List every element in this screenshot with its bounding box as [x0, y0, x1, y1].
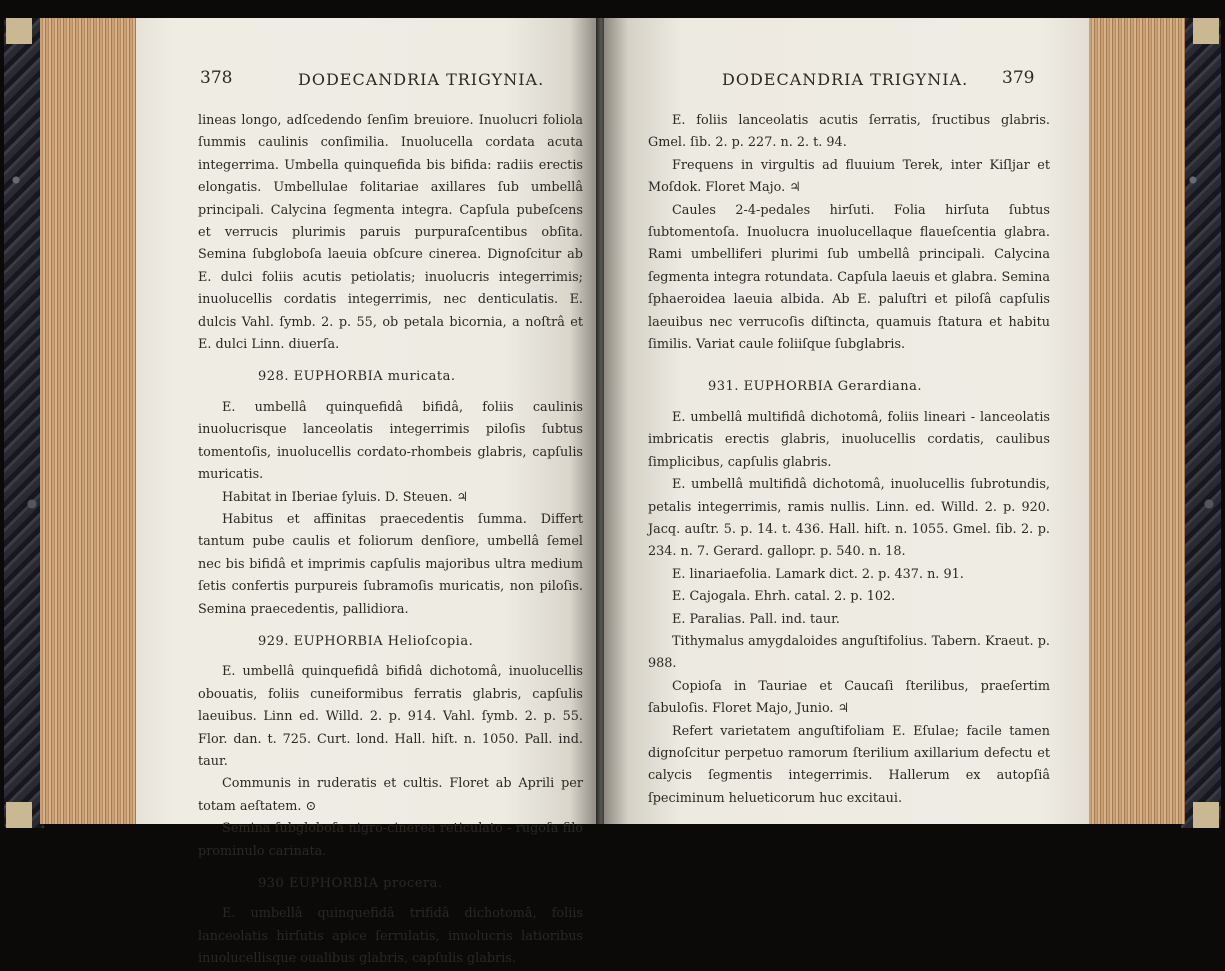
right-page-number: 379: [1002, 68, 1035, 88]
left-cover-edge: [4, 18, 44, 828]
synonym: E. Cajogala. Ehrh. catal. 2. p. 102.: [672, 589, 896, 605]
paragraph: lineas longo, adſcedendo ſenſim breuiore. Inuolucri foliola ſummis caulinis conſimilia. Inuolucella cordata acuta integerrima. Umbella quinquefida bis bifida: radiis erectis elongatis. Umbellulae folitariae axillares ſub umbellâ principali. Calycina ſegmenta integra. Capſula pubeſcens et verrucis plurimis paruis purpuraſcentibus obſita. Semina ſubgloboſa laeuia obſcure cinerea. Dignoſcitur ab E. dulci foliis acutis petiolatis; inuolucris integerrimis; inuolucellis cordatis integerrimis, nec denticulatis. E. dulcis Vahl. ſymb. 2. p. 55, ob petala bicornia, a noſtrâ et E. dulci Linn. diuerſa.: [198, 113, 583, 353]
left-page-number: 378: [200, 68, 233, 88]
species-heading: 928. EUPHORBIA muricata.: [258, 369, 456, 385]
diagnosis: E. umbellâ multifidâ dichotomâ, inuolucellis ſubrotundis, petalis integerrimis, ramis nullis. Linn. ed. Willd. 2. p. 920. Jacq. auſtr. 5. p. 14. t. 436. Hall. hiſt. n. 1055. Gmel. ſib. 2. p. 234. n. 7. Gerard. gallopr. p. 540. n. 18.: [648, 477, 1050, 560]
paragraph: Refert varietatem anguſtifoliam E. Eſulae; facile tamen dignoſcitur perpetuo ramorum ſterilium axillarium defectu et calycis ſegmentis integerrimis. Hallerum ex autopſiâ ſpeciminum helueticorum huc excitaui.: [648, 723, 1050, 806]
cover-corner-bottom-right: [1193, 802, 1219, 828]
cover-corner-bottom-left: [6, 802, 32, 828]
cover-corner-top-right: [1193, 18, 1219, 44]
habitat: Communis in ruderatis et cultis. Floret ab Aprili per totam aeſtatem. ⊙: [198, 776, 583, 814]
right-running-header: DODECANDRIA TRIGYNIA.: [722, 70, 969, 89]
left-page-text: [198, 110, 583, 971]
right-page-block-edges: [1089, 18, 1185, 824]
diagnosis: E. umbellâ quinquefidâ bifidâ dichotomâ, inuolucellis obouatis, foliis cuneiformibus ferratis glabris, capſulis laeuibus. Linn ed. Willd. 2. p. 914. Vahl. ſymb. 2. p. 55. Flor. dan. t. 725. Curt. lond. Hall. hiſt. n. 1050. Pall. ind. taur.: [198, 664, 583, 769]
left-running-header: DODECANDRIA TRIGYNIA.: [298, 70, 545, 89]
left-page-block-edges: [40, 18, 136, 824]
right-cover-edge: [1181, 18, 1221, 828]
diagnosis: E. umbellâ quinquefidâ trifidâ dichotomâ, foliis lanceolatis hirſutis apice ſerrulatis, inuolucris latioribus inuolucellisque oualibus glabris, capſulis glabris.: [198, 906, 583, 967]
right-page-text: [648, 110, 1050, 810]
synonym: E. Paralias. Pall. ind. taur.: [672, 611, 840, 627]
species-heading: 931. EUPHORBIA Gerardiana.: [708, 379, 923, 395]
diagnosis: E. umbellâ quinquefidâ bifidâ, foliis caulinis inuolucrisque lanceolatis integerrimis piloſis ſubtus tomentoſis, inuolucellis cordato-rhombeis glabris, capſulis muricatis.: [198, 399, 583, 483]
paragraph: E. foliis lanceolatis acutis ſerratis, ſructibus glabris. Gmel. ſib. 2. p. 227. n. 2. t. 94.: [648, 113, 1050, 151]
species-heading: 930 EUPHORBIA procera.: [258, 876, 443, 891]
paragraph: Semina ſubgloboſa nigro-cinerea reticulato - rugoſa filo prominulo carinata.: [198, 821, 583, 859]
habitat: Copioſa in Tauriae et Caucaſi ſterilibus, praeſertim ſabuloſis. Floret Majo, Junio. ♃: [648, 678, 1050, 717]
right-page: [604, 18, 1089, 824]
synonym: E. linariaefolia. Lamark dict. 2. p. 437. n. 91.: [672, 566, 964, 582]
left-page: [136, 18, 598, 967]
habitat: Habitat in Iberiae ſyluis. D. Steuen. ♃: [222, 489, 468, 505]
paragraph: Habitus et affinitas praecedentis ſumma. Differt tantum pube caulis et foliorum denſiore, umbellâ ſemel nec bis bifidâ et imprimis capſulis majoribus ultra medium ſetis confertis purpureis ſubramoſis muricatis, non piloſis. Semina praecedentis, pallidiora.: [198, 511, 583, 617]
synonym: Tithymalus amygdaloides anguſtifolius. Tabern. Kraeut. p. 988.: [648, 633, 1050, 672]
diagnosis: E. umbellâ multifidâ dichotomâ, foliis lineari - lanceolatis imbricatis erectis glabris, inuolucellis cordatis, caulibus ſimplicibus, capſulis glabris.: [648, 409, 1050, 470]
species-heading: 929. EUPHORBIA Helioſcopia.: [258, 633, 474, 649]
habitat: Frequens in virgultis ad fluuium Terek, inter Kiſljar et Moſdok. Floret Majo. ♃: [648, 157, 1050, 196]
paragraph: Caules 2-4-pedales hirſuti. Folia hirſuta ſubtus ſubtomentoſa. Inuolucra inuolucellaque flaueſcentia glabra. Rami umbelliferi plurimi ſub umbellâ principali. Calycina ſegmenta integra rotundata. Capſula laeuis et glabra. Semina ſphaeroidea laeuia albida. Ab E. paluſtri et piloſâ capſulis laeuibus nec verrucoſis diſtincta, quamuis ſtatura et habitu ſimilis. Variat caule foliiſque ſubglabris.: [648, 202, 1050, 353]
cover-corner-top-left: [6, 18, 32, 44]
